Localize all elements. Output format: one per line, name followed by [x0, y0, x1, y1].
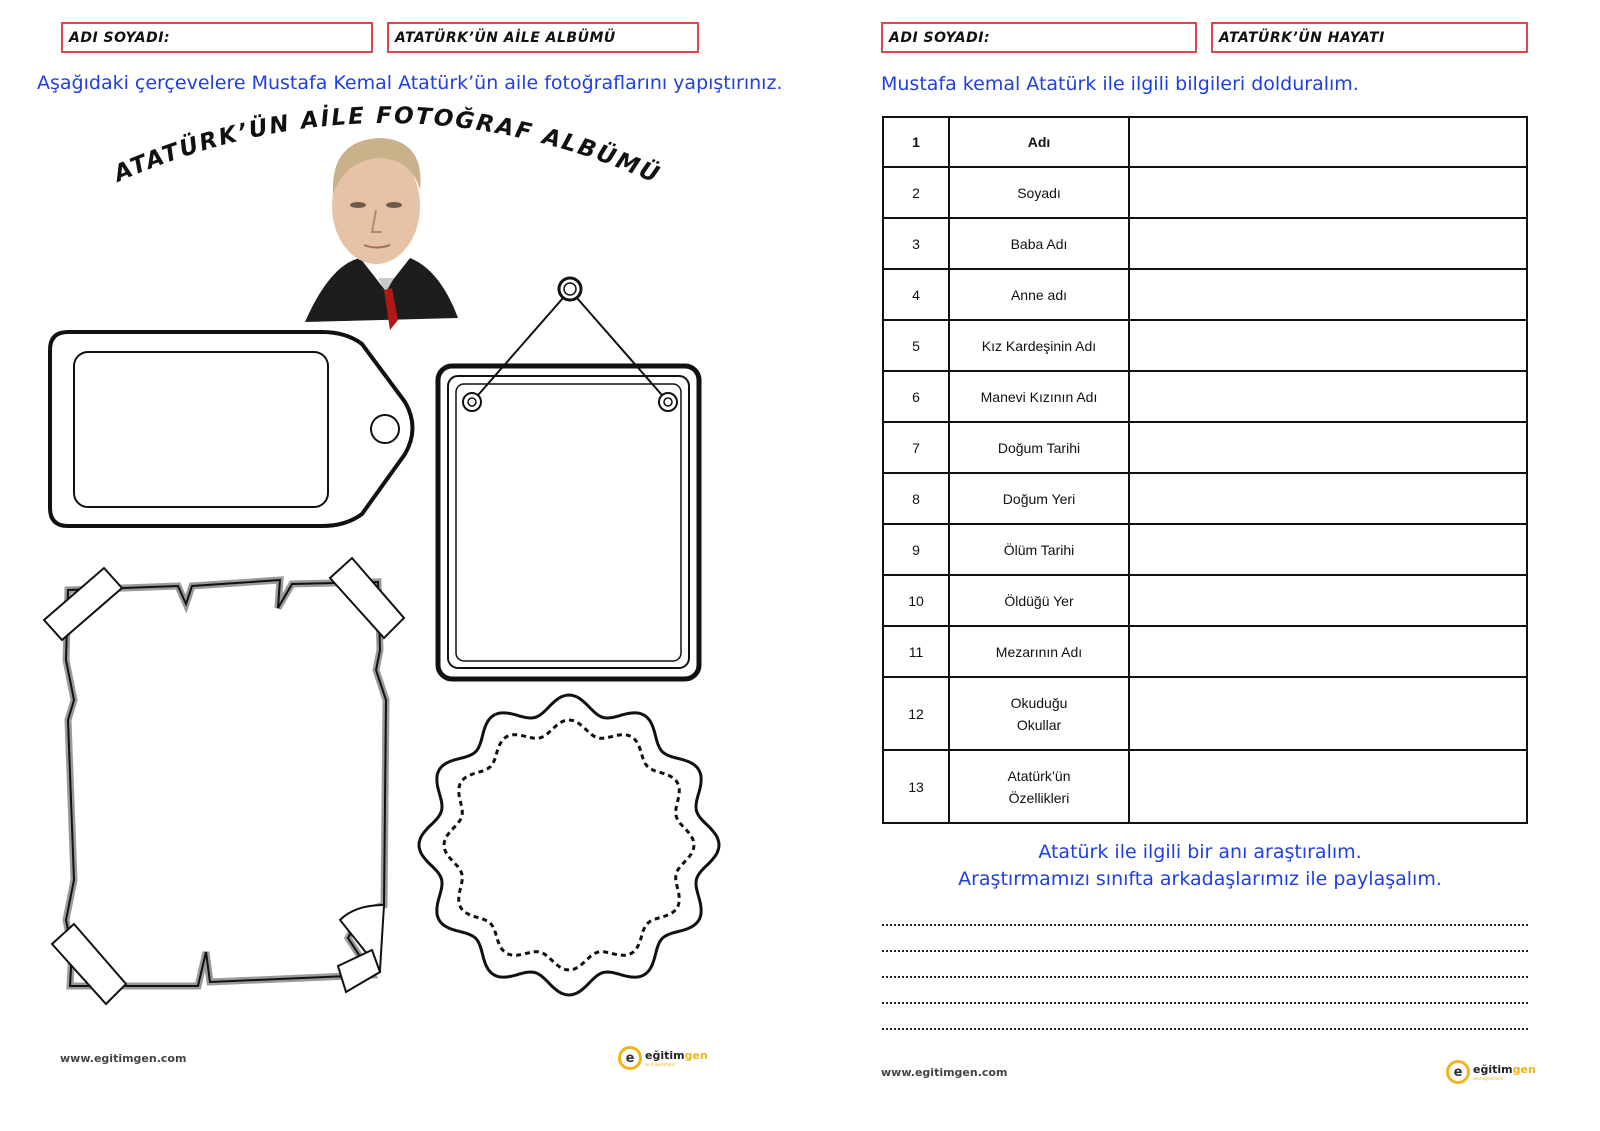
row-number: 2	[883, 167, 949, 218]
right-page	[800, 0, 1600, 1131]
name-label: ADI SOYADI:	[889, 30, 991, 46]
publisher-logo: e eğitimgen sınıf öğretmeni	[618, 1046, 708, 1070]
row-number: 12	[883, 677, 949, 750]
row-label: Kız Kardeşinin Adı	[949, 320, 1129, 371]
row-label: Öldüğü Yer	[949, 575, 1129, 626]
row-label: Anne adı	[949, 269, 1129, 320]
answer-cell[interactable]	[1129, 422, 1527, 473]
table-row	[883, 524, 1527, 575]
row-number: 4	[883, 269, 949, 320]
table-row	[883, 473, 1527, 524]
row-number: 10	[883, 575, 949, 626]
album-heading: ATATÜRK’ÜN AİLE FOTOĞRAF ALBÜMÜ	[110, 102, 665, 190]
name-label: ADI SOYADI:	[69, 30, 171, 46]
writing-line[interactable]	[882, 1004, 1528, 1030]
row-label: Manevi Kızının Adı	[949, 371, 1129, 422]
row-number: 8	[883, 473, 949, 524]
worksheet-title: ATATÜRK’ÜN HAYATI	[1219, 30, 1385, 46]
table-row	[883, 677, 1527, 750]
answer-cell[interactable]	[1129, 117, 1527, 167]
row-number: 5	[883, 320, 949, 371]
row-number: 6	[883, 371, 949, 422]
publisher-logo: e eğitimgen sınıf öğretmeni	[1446, 1060, 1536, 1084]
row-number: 7	[883, 422, 949, 473]
hanging-photo-frame	[438, 278, 699, 679]
answer-cell[interactable]	[1129, 677, 1527, 750]
answer-cell[interactable]	[1129, 269, 1527, 320]
answer-cell[interactable]	[1129, 371, 1527, 422]
row-label: Adı	[949, 117, 1129, 167]
row-label: Doğum Yeri	[949, 473, 1129, 524]
row-label: Doğum Tarihi	[949, 422, 1129, 473]
writing-lines[interactable]	[882, 900, 1528, 1030]
answer-cell[interactable]	[1129, 218, 1527, 269]
logo-mark-icon: e	[1446, 1060, 1470, 1084]
task-line-2: Araştırmamızı sınıfta arkadaşlarımız ile paylaşalım.	[958, 868, 1442, 890]
row-number: 13	[883, 750, 949, 823]
writing-line[interactable]	[882, 900, 1528, 926]
row-label: Soyadı	[949, 167, 1129, 218]
website-url: www.egitimgen.com	[60, 1052, 187, 1065]
answer-cell[interactable]	[1129, 750, 1527, 823]
table-row	[883, 167, 1527, 218]
table-row	[883, 218, 1527, 269]
row-label: Atatürk’ün Özellikleri	[949, 750, 1129, 823]
tag-photo-frame	[50, 332, 413, 526]
logo-mark-icon: e	[618, 1046, 642, 1070]
instruction-text: Mustafa kemal Atatürk ile ilgili bilgileri dolduralım.	[881, 73, 1359, 95]
writing-line[interactable]	[882, 926, 1528, 952]
table-row	[883, 320, 1527, 371]
answer-cell[interactable]	[1129, 524, 1527, 575]
answer-cell[interactable]	[1129, 320, 1527, 371]
row-label: Ölüm Tarihi	[949, 524, 1129, 575]
row-label: Mezarının Adı	[949, 626, 1129, 677]
table-row	[883, 750, 1527, 823]
row-label: Baba Adı	[949, 218, 1129, 269]
answer-cell[interactable]	[1129, 575, 1527, 626]
table-row	[883, 371, 1527, 422]
answer-cell[interactable]	[1129, 626, 1527, 677]
table-row	[883, 626, 1527, 677]
wavy-circle-photo-frame	[419, 695, 719, 995]
writing-line[interactable]	[882, 952, 1528, 978]
table-row	[883, 269, 1527, 320]
worksheet-title: ATATÜRK’ÜN AİLE ALBÜMÜ	[395, 30, 616, 46]
portrait-image	[305, 138, 458, 330]
worksheet-title-box	[1211, 22, 1528, 53]
row-number: 9	[883, 524, 949, 575]
row-number: 3	[883, 218, 949, 269]
task-line-1: Atatürk ile ilgili bir anı araştıralım.	[1038, 841, 1362, 863]
table-row	[883, 575, 1527, 626]
table-row	[883, 422, 1527, 473]
row-number: 1	[883, 117, 949, 167]
row-number: 11	[883, 626, 949, 677]
table-row	[883, 117, 1527, 167]
taped-paper-photo-frame	[44, 558, 404, 1004]
website-url: www.egitimgen.com	[881, 1066, 1008, 1079]
instruction-text: Aşağıdaki çerçevelere Mustafa Kemal Atatürk’ün aile fotoğraflarını yapıştırınız.	[37, 72, 783, 94]
answer-cell[interactable]	[1129, 473, 1527, 524]
writing-line[interactable]	[882, 978, 1528, 1004]
name-field[interactable]	[881, 22, 1197, 53]
biography-table	[882, 116, 1528, 824]
row-label: Okuduğu Okullar	[949, 677, 1129, 750]
answer-cell[interactable]	[1129, 167, 1527, 218]
